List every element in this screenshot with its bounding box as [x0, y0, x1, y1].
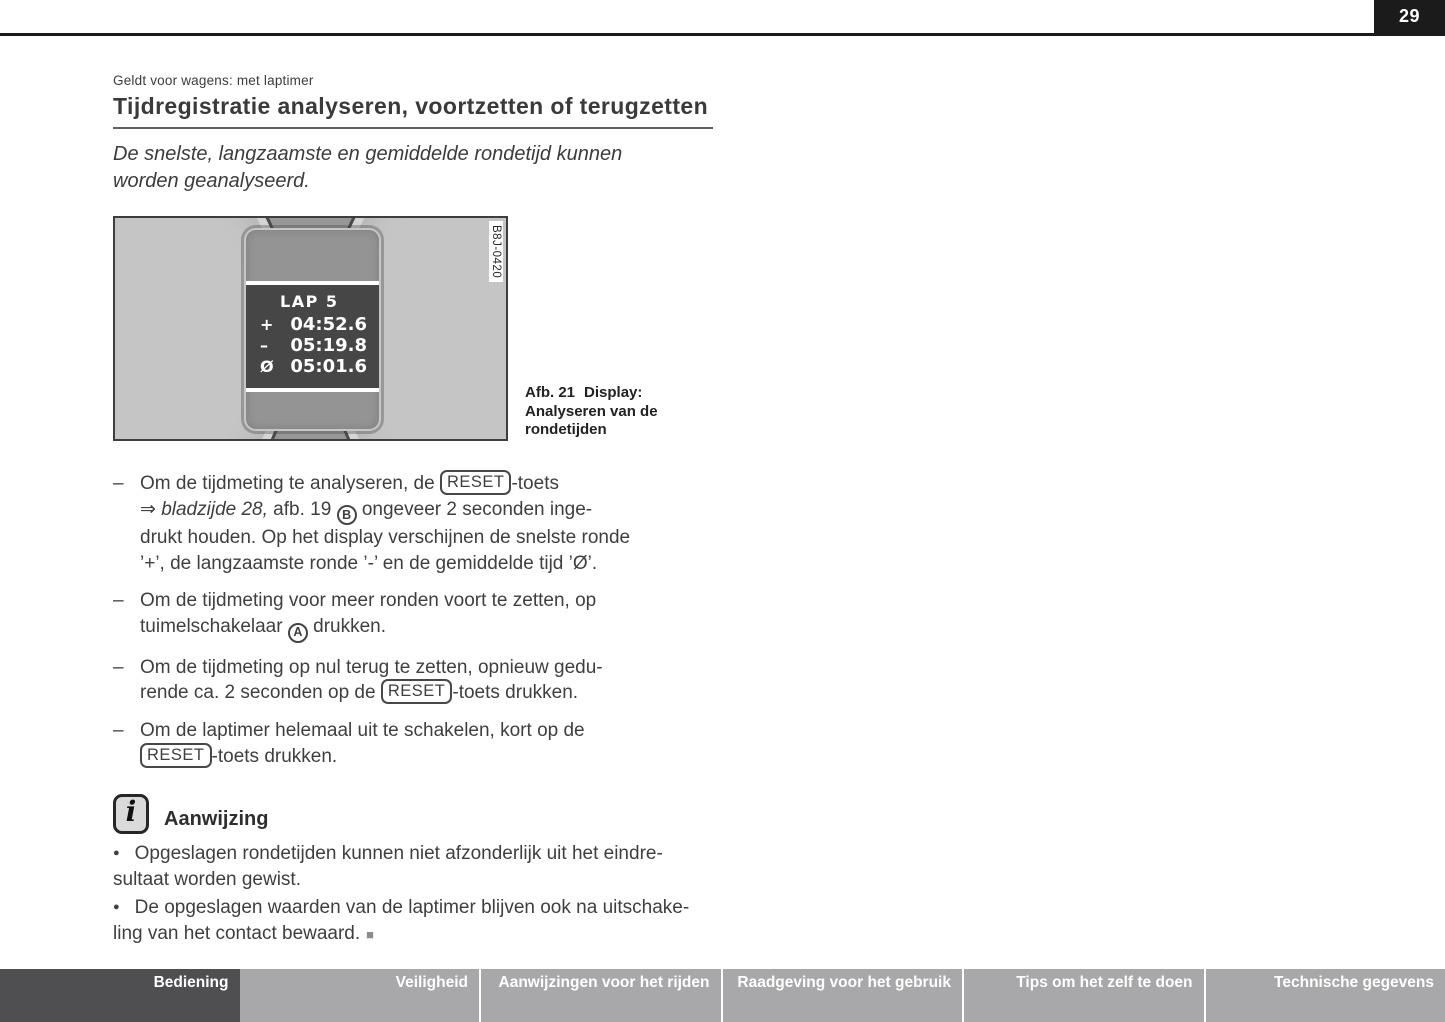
instruction-text	[140, 473, 630, 574]
footer-tab-aanwijzingen-voor-het-rijden	[479, 969, 721, 1022]
note-section	[113, 794, 713, 948]
page-content	[113, 73, 713, 949]
circled-letter-b: B	[337, 505, 357, 525]
instruction-text	[140, 720, 585, 767]
dash-marker: –	[113, 656, 124, 678]
text-run: drukt houden. Op het display verschijnen de snelste ronde	[140, 527, 631, 549]
intro-text	[113, 141, 713, 195]
footer-tab-raadgeving-voor-het-gebruik	[721, 969, 963, 1022]
applicability-note: Geldt voor wagens: met laptimer	[113, 73, 314, 88]
text-run: -toets drukken.	[452, 682, 579, 703]
page-number: 29	[1398, 6, 1421, 26]
dash-marker: –	[113, 472, 124, 494]
info-icon	[113, 794, 149, 834]
driver-info-display	[244, 228, 381, 431]
footer-tab-tips-om-het-zelf-te-doen	[962, 969, 1204, 1022]
reset-key: RESET	[140, 743, 212, 768]
instruction-text	[140, 590, 596, 637]
display-separator-bottom	[246, 388, 379, 392]
text-run: Om de tijdmeting voor meer ronden voort te zetten, op	[140, 590, 597, 612]
instruction-step	[113, 588, 713, 642]
end-of-section-mark: ■	[366, 926, 375, 942]
laptimer-screen	[246, 285, 379, 388]
lap-time-rows	[260, 314, 367, 377]
text-run: Om de laptimer helemaal uit te schakelen, kort op de	[140, 720, 585, 741]
text-run: ’+’, de langzaamste ronde ’-’ en de gemiddelde tijd ’Ø’.	[140, 552, 598, 574]
image-code-label: B8J-0420	[489, 221, 503, 282]
dash-marker: –	[113, 720, 124, 741]
lap-symbol: Ø	[260, 356, 274, 376]
footer-tab-technische-gegevens	[1204, 969, 1445, 1022]
text-run: -toets drukken.	[211, 745, 338, 767]
text-run: Om de tijdmeting te analyseren, de	[140, 472, 440, 494]
lap-time-row	[260, 356, 367, 377]
note-list	[113, 840, 713, 948]
text-run: Om de tijdmeting op nul terug te zetten, opnieuw gedu-	[140, 656, 603, 678]
info-icon-glyph: i	[125, 795, 137, 828]
figure-caption	[525, 384, 683, 441]
lap-symbol: +	[260, 314, 274, 334]
text-run: ling van het contact bewaard.	[113, 922, 361, 944]
footer-tab-veiligheid	[240, 969, 480, 1022]
text-run: sultaat worden gewist.	[113, 868, 301, 890]
footer-tab-label: Technische gegevens	[1274, 974, 1434, 991]
text-run: afb. 19	[267, 498, 337, 520]
footer-tab-label: Raadgeving voor het gebruik	[737, 974, 951, 991]
lap-time-row	[260, 335, 367, 356]
page-number-badge	[1374, 0, 1445, 33]
lap-label: LAP 5	[280, 291, 339, 311]
circled-letter-a: A	[288, 623, 308, 643]
page-reference: bladzijde 28,	[161, 498, 268, 520]
section-title: Tijdregistratie analyseren, voortzetten of terugzetten	[113, 93, 713, 129]
instruction-list	[113, 471, 713, 770]
text-run: -toets	[511, 472, 559, 494]
note-title: Aanwijzing	[164, 807, 269, 830]
lap-time-value: 05:01.6	[290, 355, 367, 377]
instruction-text	[140, 657, 603, 704]
display-upper-area	[246, 230, 379, 281]
instruction-step	[113, 471, 713, 577]
text-run: tuimelschakelaar	[140, 615, 288, 637]
footer-tab-label: Veiligheid	[395, 974, 468, 991]
text-run: Opgeslagen rondetijden kunnen niet afzonderlijk uit het eindre-	[134, 842, 663, 864]
footer-tab-label: Aanwijzingen voor het rijden	[498, 974, 710, 991]
instrument-cluster-photo	[113, 216, 508, 441]
instruction-step	[113, 655, 713, 707]
note-item	[113, 894, 713, 948]
bullet-dot: ●	[113, 900, 120, 913]
footer-tab-label: Tips om het zelf te doen	[1016, 974, 1193, 991]
lap-time-row	[260, 314, 367, 335]
header-rule	[0, 33, 1445, 36]
footer-tab-bediening	[0, 969, 240, 1022]
lap-time-value: 04:52.6	[290, 313, 367, 335]
intro-line-2: worden geanalyseerd.	[113, 169, 310, 192]
bullet-dot: ●	[113, 846, 120, 859]
footer-tab-label: Bediening	[153, 974, 229, 991]
text-run: drukken.	[307, 615, 386, 637]
figure-block	[113, 216, 713, 441]
section-tab-bar	[0, 969, 1445, 1022]
lap-time-value: 05:19.8	[290, 334, 367, 356]
figure-caption-number: Afb. 21	[525, 384, 576, 401]
figure-caption-text: Display: Analyseren van de rondetijden	[525, 384, 658, 438]
text-run: rende ca. 2 seconden op de	[140, 682, 381, 703]
text-run: ⇒	[140, 498, 162, 520]
reset-key: RESET	[381, 679, 453, 704]
instruction-step	[113, 718, 713, 770]
lap-symbol: –	[260, 335, 268, 355]
text-run: De opgeslagen waarden van de laptimer blijven ook na uitschake-	[134, 896, 690, 918]
text-run: ongeveer 2 seconden inge-	[356, 498, 593, 520]
dash-marker: –	[113, 590, 124, 612]
note-header	[113, 794, 713, 834]
reset-key: RESET	[440, 470, 512, 495]
intro-line-1: De snelste, langzaamste en gemiddelde rondetijd kunnen	[113, 142, 623, 165]
note-item	[113, 840, 713, 893]
